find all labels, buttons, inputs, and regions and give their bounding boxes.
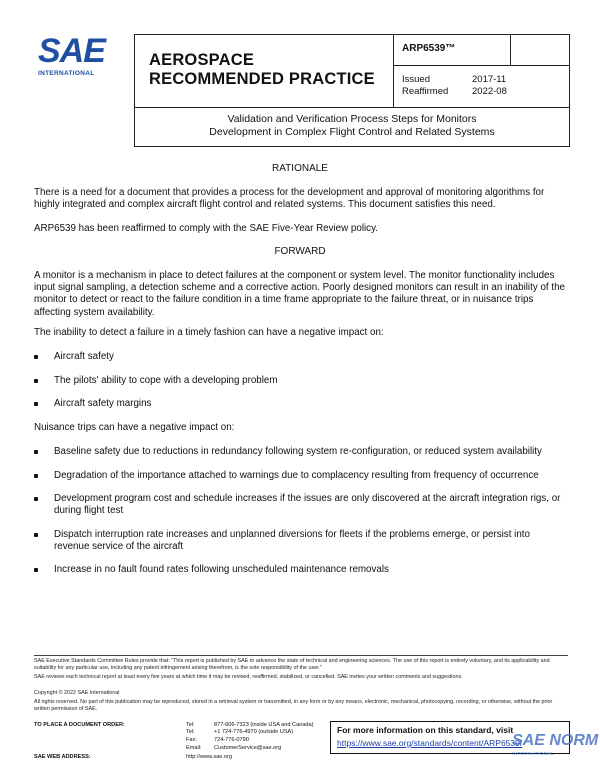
list-item-text: Degradation of the importance attached to warnings due to complacency resulting from frequency of occurrence xyxy=(54,470,539,481)
bullet-icon xyxy=(34,379,38,383)
tel-value: 877-606-7323 (inside USA and Canada) xyxy=(214,722,314,728)
document-title xyxy=(135,113,569,139)
footer-divider xyxy=(34,655,568,656)
title-line-1: AEROSPACE xyxy=(149,51,255,69)
blank-cell xyxy=(511,35,569,66)
title-line-2: RECOMMENDED PRACTICE xyxy=(149,70,375,88)
rationale-paragraph-2: ARP6539 has been reaffirmed to comply with the SAE Five-Year Review policy. xyxy=(34,223,378,234)
header-box xyxy=(134,34,570,108)
review-notice: SAE reviews each technical report at least every five years at which time it may be revised, reaffirmed, stabilized, or cancelled. SAE invites your written comments and suggestions. xyxy=(34,674,463,680)
header-title-cell xyxy=(135,35,394,107)
reaffirmed-label: Reaffirmed xyxy=(402,86,449,97)
bullet-icon xyxy=(34,533,38,537)
list-item-text: Increase in no fault found rates following unscheduled maintenance removals xyxy=(54,564,389,575)
issued-value: 2017-11 xyxy=(472,74,507,85)
doc-title-line-1: Validation and Verification Process Steps for Monitors xyxy=(227,113,477,125)
rights-notice: All rights reserved. No part of this publication may be reproduced, stored in a retrieval system or transmitted, in any form or by any means, electronic, mechanical, photocopying, recording, or otherwise, without the prior written permission of SAE. xyxy=(34,699,553,713)
standard-link[interactable]: https://www.sae.org/standards/content/ARP6539/ xyxy=(337,738,523,748)
logo-subtext: INTERNATIONAL xyxy=(38,70,95,77)
rules-notice: SAE Executive Standards Committee Rules provide that: "This report is published by SAE to advance the state of technical and engineering sciences. The use of this report is entirely voluntary, and its applicability and suitability for any particular use, including any patent infringement arising therefrom, is the sole responsibility of the user." xyxy=(34,658,550,672)
sae-logo xyxy=(38,32,105,86)
document-title-box xyxy=(134,106,570,147)
tel-label: Tel: xyxy=(186,722,195,728)
list-item-text: Dispatch interruption rate increases and unplanned diversions for fleets if the problems emerge, or persist into revenue service of the aircraft xyxy=(54,529,530,553)
fax-value: 724-776-0790 xyxy=(214,737,249,743)
forward-heading: FORWARD xyxy=(274,246,326,257)
list-item-text: Aircraft safety xyxy=(54,351,114,362)
list-item-text: The pilots' ability to cope with a developing problem xyxy=(54,375,278,386)
bullet-icon xyxy=(34,450,38,454)
web-label: SAE WEB ADDRESS: xyxy=(34,754,91,760)
forward-paragraph-1: A monitor is a mechanism in place to detect failures at the component or system level. The monitor functionality includes input signal sampling, a detection scheme and a corrective action. Poorly designed monitors can result in an inability of the monitor to detect or react to the failure condition in a time frame appropriate to the failure threat, or in nuisance trips affecting system availability. xyxy=(34,270,565,318)
email-value[interactable]: CustomerService@sae.org xyxy=(214,745,282,751)
nuisance-intro: Nuisance trips can have a negative impact on: xyxy=(34,422,235,433)
bullet-icon xyxy=(34,497,38,501)
rationale-paragraph-1: There is a need for a document that provides a process for the development and approval of monitoring algorithms for highly integrated and complex aircraft flight control and related systems. This document satisfies this need. xyxy=(34,187,545,211)
rationale-heading: RATIONALE xyxy=(272,163,328,174)
fax-label: Fax: xyxy=(186,737,197,743)
logo-text: SAE xyxy=(38,32,105,70)
bullet-icon xyxy=(34,474,38,478)
issued-label: Issued xyxy=(402,74,430,85)
tel2-value: +1 724-776-4970 (outside USA) xyxy=(214,729,294,735)
doc-title-line-2: Development in Complex Flight Control and Related Systems xyxy=(209,126,495,138)
document-type-title xyxy=(149,51,375,89)
doc-number: ARP6539™ xyxy=(402,43,456,54)
tel2-label: Tel: xyxy=(186,729,195,735)
forward-paragraph-2: The inability to detect a failure in a timely fashion can have a negative impact on: xyxy=(34,327,384,338)
dates-cell xyxy=(394,66,569,107)
copyright: Copyright © 2022 SAE International xyxy=(34,690,120,696)
reaffirmed-value: 2022-08 xyxy=(472,86,507,97)
header-meta-cell xyxy=(394,35,569,107)
order-label: TO PLACE A DOCUMENT ORDER: xyxy=(34,722,125,728)
list-item-text: Baseline safety due to reductions in redundancy following system re-configuration, or reduced system availability xyxy=(54,446,542,457)
list-item-text: Aircraft safety margins xyxy=(54,398,152,409)
doc-number-cell xyxy=(394,35,511,66)
list-item-text: Development program cost and schedule increases if the issues are only discovered at the aircraft integration rigs, or during flight test xyxy=(54,493,561,517)
watermark-sub: INTERNATIONAL xyxy=(512,751,555,756)
bullet-icon xyxy=(34,402,38,406)
email-label: Email: xyxy=(186,745,202,751)
info-line-1: For more information on this standard, visit xyxy=(337,725,514,735)
watermark: SAE NORM xyxy=(512,732,599,749)
web-value[interactable]: http://www.sae.org xyxy=(186,754,233,760)
bullet-icon xyxy=(34,355,38,359)
bullet-icon xyxy=(34,568,38,572)
